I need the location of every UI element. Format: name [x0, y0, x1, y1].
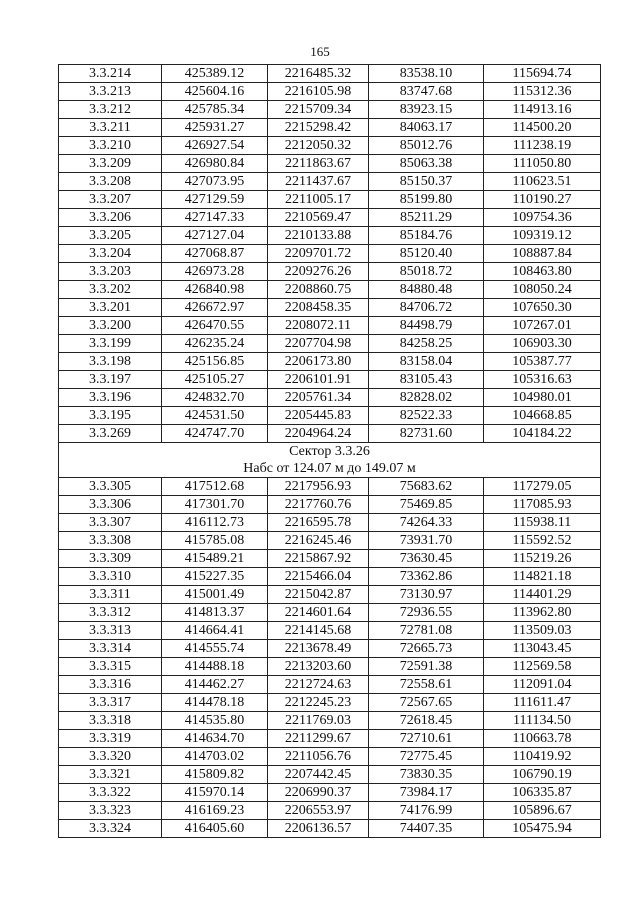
coordinate-cell: 83538.10: [369, 65, 484, 83]
coordinate-cell: 117279.05: [484, 478, 601, 496]
table-row: [59, 604, 601, 622]
coordinate-cell: 85063.38: [369, 155, 484, 173]
point-id-cell: 3.3.199: [59, 335, 162, 353]
coordinate-cell: 2213678.49: [268, 640, 369, 658]
point-id-cell: 3.3.209: [59, 155, 162, 173]
sector-header-cell: [59, 443, 601, 478]
coordinate-cell: 2206990.37: [268, 784, 369, 802]
coordinate-cell: 73830.35: [369, 766, 484, 784]
coordinate-cell: 2210569.47: [268, 209, 369, 227]
table-row: [59, 227, 601, 245]
coordinate-cell: 75469.85: [369, 496, 484, 514]
coordinate-cell: 414478.18: [162, 694, 268, 712]
coordinate-cell: 82828.02: [369, 389, 484, 407]
coordinate-cell: 2212050.32: [268, 137, 369, 155]
coordinate-cell: 104184.22: [484, 425, 601, 443]
coordinate-cell: 414664.41: [162, 622, 268, 640]
table-row: [59, 802, 601, 820]
point-id-cell: 3.3.305: [59, 478, 162, 496]
table-row: [59, 65, 601, 83]
table-row: [59, 532, 601, 550]
coordinate-cell: 110623.51: [484, 173, 601, 191]
coordinate-cell: 84880.48: [369, 281, 484, 299]
coordinate-cell: 109754.36: [484, 209, 601, 227]
coordinate-cell: 110663.78: [484, 730, 601, 748]
coordinate-cell: 107267.01: [484, 317, 601, 335]
table-row: [59, 622, 601, 640]
sector-header-row: [59, 443, 601, 478]
point-id-cell: 3.3.269: [59, 425, 162, 443]
coordinate-cell: 117085.93: [484, 496, 601, 514]
page-number: 165: [310, 44, 330, 59]
coordinate-cell: 111611.47: [484, 694, 601, 712]
coordinate-cell: 427073.95: [162, 173, 268, 191]
coordinate-cell: 2211005.17: [268, 191, 369, 209]
coordinate-cell: 2212724.63: [268, 676, 369, 694]
coordinate-cell: 104980.01: [484, 389, 601, 407]
coordinate-cell: 426470.55: [162, 317, 268, 335]
coordinate-cell: 2211863.67: [268, 155, 369, 173]
table-row: [59, 407, 601, 425]
point-id-cell: 3.3.322: [59, 784, 162, 802]
point-id-cell: 3.3.309: [59, 550, 162, 568]
table-row: [59, 173, 601, 191]
point-id-cell: 3.3.195: [59, 407, 162, 425]
table-row: [59, 101, 601, 119]
table-row: [59, 371, 601, 389]
point-id-cell: 3.3.306: [59, 496, 162, 514]
coordinate-cell: 83923.15: [369, 101, 484, 119]
coordinate-cell: 73984.17: [369, 784, 484, 802]
sector-header: [59, 443, 601, 478]
coordinate-cell: 85184.76: [369, 227, 484, 245]
table-row: [59, 191, 601, 209]
coordinate-cell: 72710.61: [369, 730, 484, 748]
point-id-cell: 3.3.320: [59, 748, 162, 766]
table-body-bottom: [59, 478, 601, 838]
coordinate-cell: 2205445.83: [268, 407, 369, 425]
coordinate-cell: 2214145.68: [268, 622, 369, 640]
table-row: [59, 820, 601, 838]
coordinate-cell: 84063.17: [369, 119, 484, 137]
point-id-cell: 3.3.206: [59, 209, 162, 227]
coordinate-cell: 414462.27: [162, 676, 268, 694]
coordinate-cell: 414488.18: [162, 658, 268, 676]
coordinate-cell: 114913.16: [484, 101, 601, 119]
table-row: [59, 496, 601, 514]
point-id-cell: 3.3.208: [59, 173, 162, 191]
coordinate-cell: 108463.80: [484, 263, 601, 281]
point-id-cell: 3.3.311: [59, 586, 162, 604]
coordinate-cell: 74407.35: [369, 820, 484, 838]
coordinate-cell: 2209701.72: [268, 245, 369, 263]
coordinate-cell: 72591.38: [369, 658, 484, 676]
coordinate-cell: 115219.26: [484, 550, 601, 568]
coordinate-cell: 111134.50: [484, 712, 601, 730]
coordinate-cell: 74176.99: [369, 802, 484, 820]
coordinate-cell: 2207442.45: [268, 766, 369, 784]
point-id-cell: 3.3.323: [59, 802, 162, 820]
coordinate-cell: 115938.11: [484, 514, 601, 532]
coordinate-cell: 73130.97: [369, 586, 484, 604]
point-id-cell: 3.3.312: [59, 604, 162, 622]
coordinate-cell: 84258.25: [369, 335, 484, 353]
table-row: [59, 209, 601, 227]
sector-title: Сектор 3.3.26: [289, 444, 370, 459]
coordinate-cell: 425156.85: [162, 353, 268, 371]
table-row: [59, 83, 601, 101]
coordinate-cell: 112091.04: [484, 676, 601, 694]
coordinate-cell: 2206136.57: [268, 820, 369, 838]
coordinate-cell: 115592.52: [484, 532, 601, 550]
coordinate-cell: 85012.76: [369, 137, 484, 155]
coordinate-cell: 72558.61: [369, 676, 484, 694]
coordinate-cell: 426235.24: [162, 335, 268, 353]
coordinate-cell: 415227.35: [162, 568, 268, 586]
table-row: [59, 550, 601, 568]
coordinate-cell: 108050.24: [484, 281, 601, 299]
table-row: [59, 119, 601, 137]
point-id-cell: 3.3.197: [59, 371, 162, 389]
coordinate-cell: 113509.03: [484, 622, 601, 640]
coordinate-cell: 2214601.64: [268, 604, 369, 622]
coordinate-cell: 2215709.34: [268, 101, 369, 119]
coordinate-cell: 85211.29: [369, 209, 484, 227]
coordinate-cell: 2216245.46: [268, 532, 369, 550]
coordinate-cell: 425931.27: [162, 119, 268, 137]
coordinate-cell: 82522.33: [369, 407, 484, 425]
point-id-cell: 3.3.202: [59, 281, 162, 299]
coordinate-cell: 105896.67: [484, 802, 601, 820]
coordinate-cell: 83158.04: [369, 353, 484, 371]
coordinate-cell: 2213203.60: [268, 658, 369, 676]
table-row: [59, 263, 601, 281]
coordinate-cell: 2216595.78: [268, 514, 369, 532]
coordinate-cell: 104668.85: [484, 407, 601, 425]
point-id-cell: 3.3.213: [59, 83, 162, 101]
coordinate-cell: 83105.43: [369, 371, 484, 389]
coordinate-cell: 114821.18: [484, 568, 601, 586]
coordinate-cell: 425604.16: [162, 83, 268, 101]
table-row: [59, 730, 601, 748]
coordinate-cell: 106903.30: [484, 335, 601, 353]
coordinate-cell: 2215042.87: [268, 586, 369, 604]
coordinate-cell: 415809.82: [162, 766, 268, 784]
coordinate-cell: 84498.79: [369, 317, 484, 335]
table-row: [59, 712, 601, 730]
coordinate-cell: 2212245.23: [268, 694, 369, 712]
coordinate-cell: 83747.68: [369, 83, 484, 101]
table-row: [59, 640, 601, 658]
coordinate-cell: 424531.50: [162, 407, 268, 425]
coordinate-cell: 73931.70: [369, 532, 484, 550]
table-row: [59, 335, 601, 353]
table-row: [59, 784, 601, 802]
point-id-cell: 3.3.211: [59, 119, 162, 137]
table-row: [59, 245, 601, 263]
coordinate-cell: 109319.12: [484, 227, 601, 245]
point-id-cell: 3.3.319: [59, 730, 162, 748]
coordinate-cell: 2217760.76: [268, 496, 369, 514]
point-id-cell: 3.3.317: [59, 694, 162, 712]
coordinate-cell: 82731.60: [369, 425, 484, 443]
coordinate-cell: 105316.63: [484, 371, 601, 389]
point-id-cell: 3.3.307: [59, 514, 162, 532]
point-id-cell: 3.3.198: [59, 353, 162, 371]
point-id-cell: 3.3.210: [59, 137, 162, 155]
coordinates-table: [58, 64, 601, 838]
point-id-cell: 3.3.205: [59, 227, 162, 245]
coordinate-cell: 425389.12: [162, 65, 268, 83]
coordinate-cell: 415970.14: [162, 784, 268, 802]
coordinate-cell: 417301.70: [162, 496, 268, 514]
coordinate-cell: 416169.23: [162, 802, 268, 820]
point-id-cell: 3.3.318: [59, 712, 162, 730]
coordinate-cell: 74264.33: [369, 514, 484, 532]
coordinate-cell: 2206553.97: [268, 802, 369, 820]
coordinate-cell: 424832.70: [162, 389, 268, 407]
coordinate-cell: 2208860.75: [268, 281, 369, 299]
table-row: [59, 425, 601, 443]
coordinate-cell: 115694.74: [484, 65, 601, 83]
coordinate-cell: 72665.73: [369, 640, 484, 658]
table-row: [59, 299, 601, 317]
coordinate-cell: 85150.37: [369, 173, 484, 191]
coordinate-cell: 426973.28: [162, 263, 268, 281]
point-id-cell: 3.3.310: [59, 568, 162, 586]
coordinate-cell: 111050.80: [484, 155, 601, 173]
coordinate-cell: 427147.33: [162, 209, 268, 227]
coordinate-cell: 73362.86: [369, 568, 484, 586]
coordinate-cell: 426840.98: [162, 281, 268, 299]
table-row: [59, 694, 601, 712]
coordinate-cell: 2211437.67: [268, 173, 369, 191]
coordinate-cell: 108887.84: [484, 245, 601, 263]
point-id-cell: 3.3.324: [59, 820, 162, 838]
coordinate-cell: 84706.72: [369, 299, 484, 317]
coordinate-cell: 113043.45: [484, 640, 601, 658]
coordinate-cell: 414703.02: [162, 748, 268, 766]
coordinate-cell: 416112.73: [162, 514, 268, 532]
point-id-cell: 3.3.308: [59, 532, 162, 550]
coordinate-cell: 106335.87: [484, 784, 601, 802]
point-id-cell: 3.3.204: [59, 245, 162, 263]
coordinate-cell: 106790.19: [484, 766, 601, 784]
coordinate-cell: 2205761.34: [268, 389, 369, 407]
point-id-cell: 3.3.200: [59, 317, 162, 335]
table-row: [59, 389, 601, 407]
coordinate-cell: 415785.08: [162, 532, 268, 550]
point-id-cell: 3.3.316: [59, 676, 162, 694]
coordinate-cell: 2215867.92: [268, 550, 369, 568]
coordinate-cell: 414555.74: [162, 640, 268, 658]
coordinate-cell: 427068.87: [162, 245, 268, 263]
table-row: [59, 766, 601, 784]
point-id-cell: 3.3.196: [59, 389, 162, 407]
coordinate-cell: 2206101.91: [268, 371, 369, 389]
coordinate-cell: 114401.29: [484, 586, 601, 604]
table-row: [59, 568, 601, 586]
coordinate-cell: 426672.97: [162, 299, 268, 317]
table-row: [59, 676, 601, 694]
coordinate-cell: 85120.40: [369, 245, 484, 263]
table-row: [59, 281, 601, 299]
coordinate-cell: 427129.59: [162, 191, 268, 209]
point-id-cell: 3.3.321: [59, 766, 162, 784]
coordinate-cell: 107650.30: [484, 299, 601, 317]
coordinate-cell: 427127.04: [162, 227, 268, 245]
coordinate-cell: 415001.49: [162, 586, 268, 604]
coordinate-cell: 72781.08: [369, 622, 484, 640]
coordinate-cell: 415489.21: [162, 550, 268, 568]
coordinate-cell: 72775.45: [369, 748, 484, 766]
coordinate-cell: 85199.80: [369, 191, 484, 209]
table-row: [59, 155, 601, 173]
point-id-cell: 3.3.313: [59, 622, 162, 640]
coordinate-cell: 2215298.42: [268, 119, 369, 137]
coordinate-cell: 417512.68: [162, 478, 268, 496]
coordinate-cell: 2211299.67: [268, 730, 369, 748]
coordinate-cell: 115312.36: [484, 83, 601, 101]
table-row: [59, 137, 601, 155]
coordinate-cell: 416405.60: [162, 820, 268, 838]
coordinate-cell: 2210133.88: [268, 227, 369, 245]
point-id-cell: 3.3.207: [59, 191, 162, 209]
coordinate-cell: 414813.37: [162, 604, 268, 622]
coordinate-cell: 425785.34: [162, 101, 268, 119]
coordinate-cell: 112569.58: [484, 658, 601, 676]
sector-subtitle: Набс от 124.07 м до 149.07 м: [243, 461, 416, 476]
coordinate-cell: 414535.80: [162, 712, 268, 730]
table-row: [59, 514, 601, 532]
table-row: [59, 317, 601, 335]
table-row: [59, 748, 601, 766]
point-id-cell: 3.3.314: [59, 640, 162, 658]
point-id-cell: 3.3.201: [59, 299, 162, 317]
coordinate-cell: 73630.45: [369, 550, 484, 568]
coordinate-cell: 2207704.98: [268, 335, 369, 353]
coordinate-cell: 425105.27: [162, 371, 268, 389]
coordinate-cell: 424747.70: [162, 425, 268, 443]
table-row: [59, 478, 601, 496]
coordinate-cell: 114500.20: [484, 119, 601, 137]
coordinate-cell: 2208458.35: [268, 299, 369, 317]
coordinate-cell: 2216105.98: [268, 83, 369, 101]
coordinate-cell: 2206173.80: [268, 353, 369, 371]
coordinate-cell: 414634.70: [162, 730, 268, 748]
coordinate-cell: 2208072.11: [268, 317, 369, 335]
coordinate-cell: 72618.45: [369, 712, 484, 730]
coordinate-cell: 426980.84: [162, 155, 268, 173]
coordinate-cell: 72567.65: [369, 694, 484, 712]
table-row: [59, 586, 601, 604]
coordinate-cell: 2211056.76: [268, 748, 369, 766]
coordinate-cell: 2211769.03: [268, 712, 369, 730]
coordinate-cell: 113962.80: [484, 604, 601, 622]
point-id-cell: 3.3.214: [59, 65, 162, 83]
coordinate-cell: 2215466.04: [268, 568, 369, 586]
coordinate-cell: 72936.55: [369, 604, 484, 622]
coordinate-cell: 2209276.26: [268, 263, 369, 281]
coordinate-cell: 105475.94: [484, 820, 601, 838]
point-id-cell: 3.3.212: [59, 101, 162, 119]
table-body-top: [59, 65, 601, 443]
coordinate-cell: 2216485.32: [268, 65, 369, 83]
coordinate-cell: 110190.27: [484, 191, 601, 209]
coordinate-cell: 105387.77: [484, 353, 601, 371]
coordinate-cell: 426927.54: [162, 137, 268, 155]
coordinate-cell: 111238.19: [484, 137, 601, 155]
table-row: [59, 353, 601, 371]
table-row: [59, 658, 601, 676]
point-id-cell: 3.3.203: [59, 263, 162, 281]
coordinate-cell: 75683.62: [369, 478, 484, 496]
coordinate-cell: 2204964.24: [268, 425, 369, 443]
coordinate-cell: 85018.72: [369, 263, 484, 281]
coordinate-cell: 110419.92: [484, 748, 601, 766]
coordinate-cell: 2217956.93: [268, 478, 369, 496]
point-id-cell: 3.3.315: [59, 658, 162, 676]
